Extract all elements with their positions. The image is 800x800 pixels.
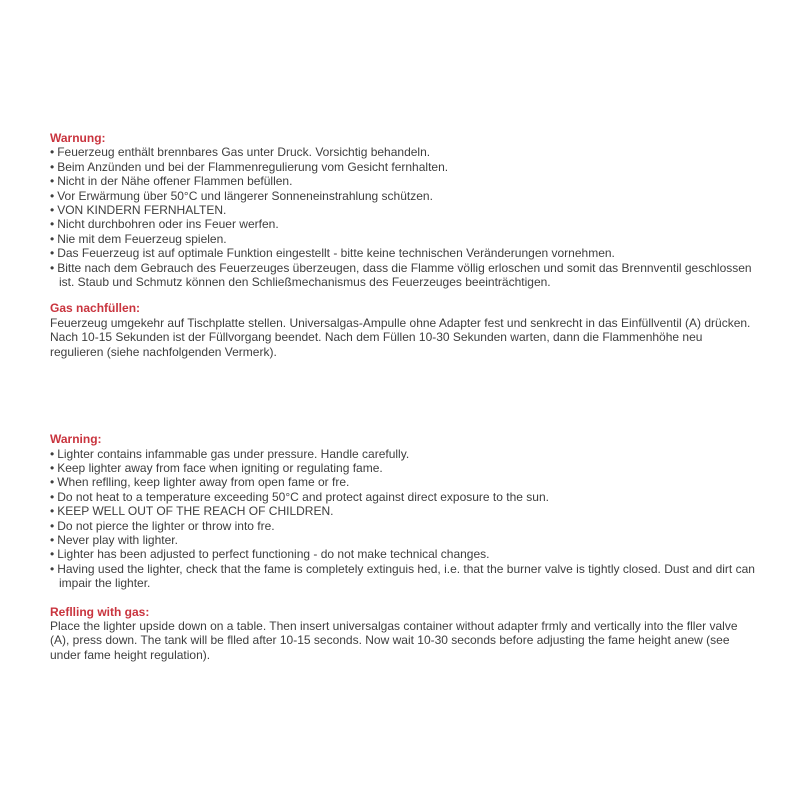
heading-warning-english: Warning:: [50, 432, 102, 447]
bullet-item: [50, 533, 758, 547]
gas-nachfuellen-paragraph: Feuerzeug umgekehr auf Tischplatte stellen. Universalgas-Ampulle ohne Adapter fest und senkrecht in das Einfüllventil (A) drücken. Nach 10-15 Sekunden ist der Füllvorgang beendet. Nach dem Füllen 10-30 Sekunden warten, dann die Flammenhöhe neu regulieren (siehe nachfolgenden Vermerk).: [50, 315, 751, 359]
bullet-item: [50, 562, 758, 591]
bullet-marker: •: [50, 446, 55, 461]
bullet-text: Nie mit dem Feuerzeug spielen.: [57, 231, 227, 246]
bullet-marker: •: [50, 188, 55, 203]
bullet-marker: •: [50, 231, 55, 246]
bullet-item: [50, 519, 758, 533]
bullet-marker: •: [50, 246, 55, 261]
bullet-text: Having used the lighter, check that the fame is completely extinguis hed, i.e. that the burner valve is tightly closed. Dust and dirt can impair the lighter.: [57, 561, 755, 591]
bullet-item: [50, 203, 758, 217]
bullet-marker: •: [50, 174, 55, 189]
bullet-item: [50, 475, 758, 489]
bullet-text: Vor Erwärmung über 50°C und längerer Sonneneinstrahlung schützen.: [57, 188, 433, 203]
bullet-text: When reflling, keep lighter away from open fame or fre.: [57, 475, 350, 490]
bullet-item: [50, 232, 758, 246]
bullet-marker: •: [50, 547, 55, 562]
bullet-item: [50, 547, 758, 561]
heading-gas-nachfuellen-german: Gas nachfüllen:: [50, 301, 141, 316]
bullet-item: [50, 174, 758, 188]
bullet-marker: •: [50, 504, 55, 519]
bullet-text: Nicht in der Nähe offener Flammen befüllen.: [57, 174, 293, 189]
bullet-text: Lighter contains infammable gas under pressure. Handle carefully.: [57, 446, 410, 461]
bullet-marker: •: [50, 159, 55, 174]
bullet-item: [50, 261, 758, 290]
bullet-marker: •: [50, 561, 55, 576]
bullet-marker: •: [50, 532, 55, 547]
bullet-item: [50, 504, 758, 518]
bullet-item: [50, 490, 758, 504]
warning-english-bullet-list: [50, 447, 758, 591]
bullet-marker: •: [50, 260, 55, 275]
bullet-marker: •: [50, 217, 55, 232]
lighter-instruction-sheet: [50, 131, 758, 662]
bullet-text: Never play with lighter.: [57, 532, 178, 547]
bullet-item: [50, 217, 758, 231]
bullet-text: Das Feuerzeug ist auf optimale Funktion eingestellt - bitte keine technischen Veränderungen vornehmen.: [57, 246, 615, 261]
bullet-marker: •: [50, 518, 55, 533]
section-refilling-english: [50, 605, 758, 663]
bullet-marker: •: [50, 460, 55, 475]
bullet-text: Keep lighter away from face when igniting or regulating fame.: [57, 460, 383, 475]
bullet-text: Nicht durchbohren oder ins Feuer werfen.: [57, 217, 279, 232]
section-warning-english: [50, 432, 758, 590]
bullet-text: Feuerzeug enthält brennbares Gas unter Druck. Vorsichtig behandeln.: [57, 145, 431, 160]
bullet-item: [50, 160, 758, 174]
bullet-text: Do not pierce the lighter or throw into fre.: [57, 518, 275, 533]
heading-warnung-german: Warnung:: [50, 131, 106, 145]
bullet-text: Lighter has been adjusted to perfect functioning - do not make technical changes.: [57, 547, 490, 562]
bullet-text: KEEP WELL OUT OF THE REACH OF CHILDREN.: [57, 504, 334, 519]
bullet-marker: •: [50, 475, 55, 490]
section-gas-nachfuellen-german: [50, 301, 758, 359]
bullet-item: [50, 189, 758, 203]
bullet-item: [50, 145, 758, 159]
bullet-text: Bitte nach dem Gebrauch des Feuerzeuges überzeugen, dass die Flamme völlig erloschen und somit das Brennventil geschlossen ist. Staub und Schmutz können den Schließmechanismus des Feuerzeuges beeinträchtigen.: [57, 260, 752, 290]
bullet-marker: •: [50, 489, 55, 504]
refilling-paragraph: Place the lighter upside down on a table. Then insert universalgas container without adapter frmly and vertically into the fller valve (A), press down. The tank will be flled after 10-15 seconds. Now wait 10-30 seconds before adjusting the fame height anew (see under fame height regulation).: [50, 618, 738, 662]
bullet-item: [50, 447, 758, 461]
bullet-item: [50, 461, 758, 475]
bullet-text: VON KINDERN FERNHALTEN.: [57, 203, 227, 218]
bullet-text: Do not heat to a temperature exceeding 50°C and protect against direct exposure to the sun.: [57, 489, 549, 504]
bullet-marker: •: [50, 203, 55, 218]
bullet-text: Beim Anzünden und bei der Flammenregulierung vom Gesicht fernhalten.: [57, 159, 449, 174]
bullet-item: [50, 246, 758, 260]
warnung-german-bullet-list: [50, 145, 758, 289]
heading-refilling-english: Reflling with gas:: [50, 604, 150, 619]
bullet-marker: •: [50, 145, 55, 160]
section-warnung-german: [50, 131, 758, 289]
